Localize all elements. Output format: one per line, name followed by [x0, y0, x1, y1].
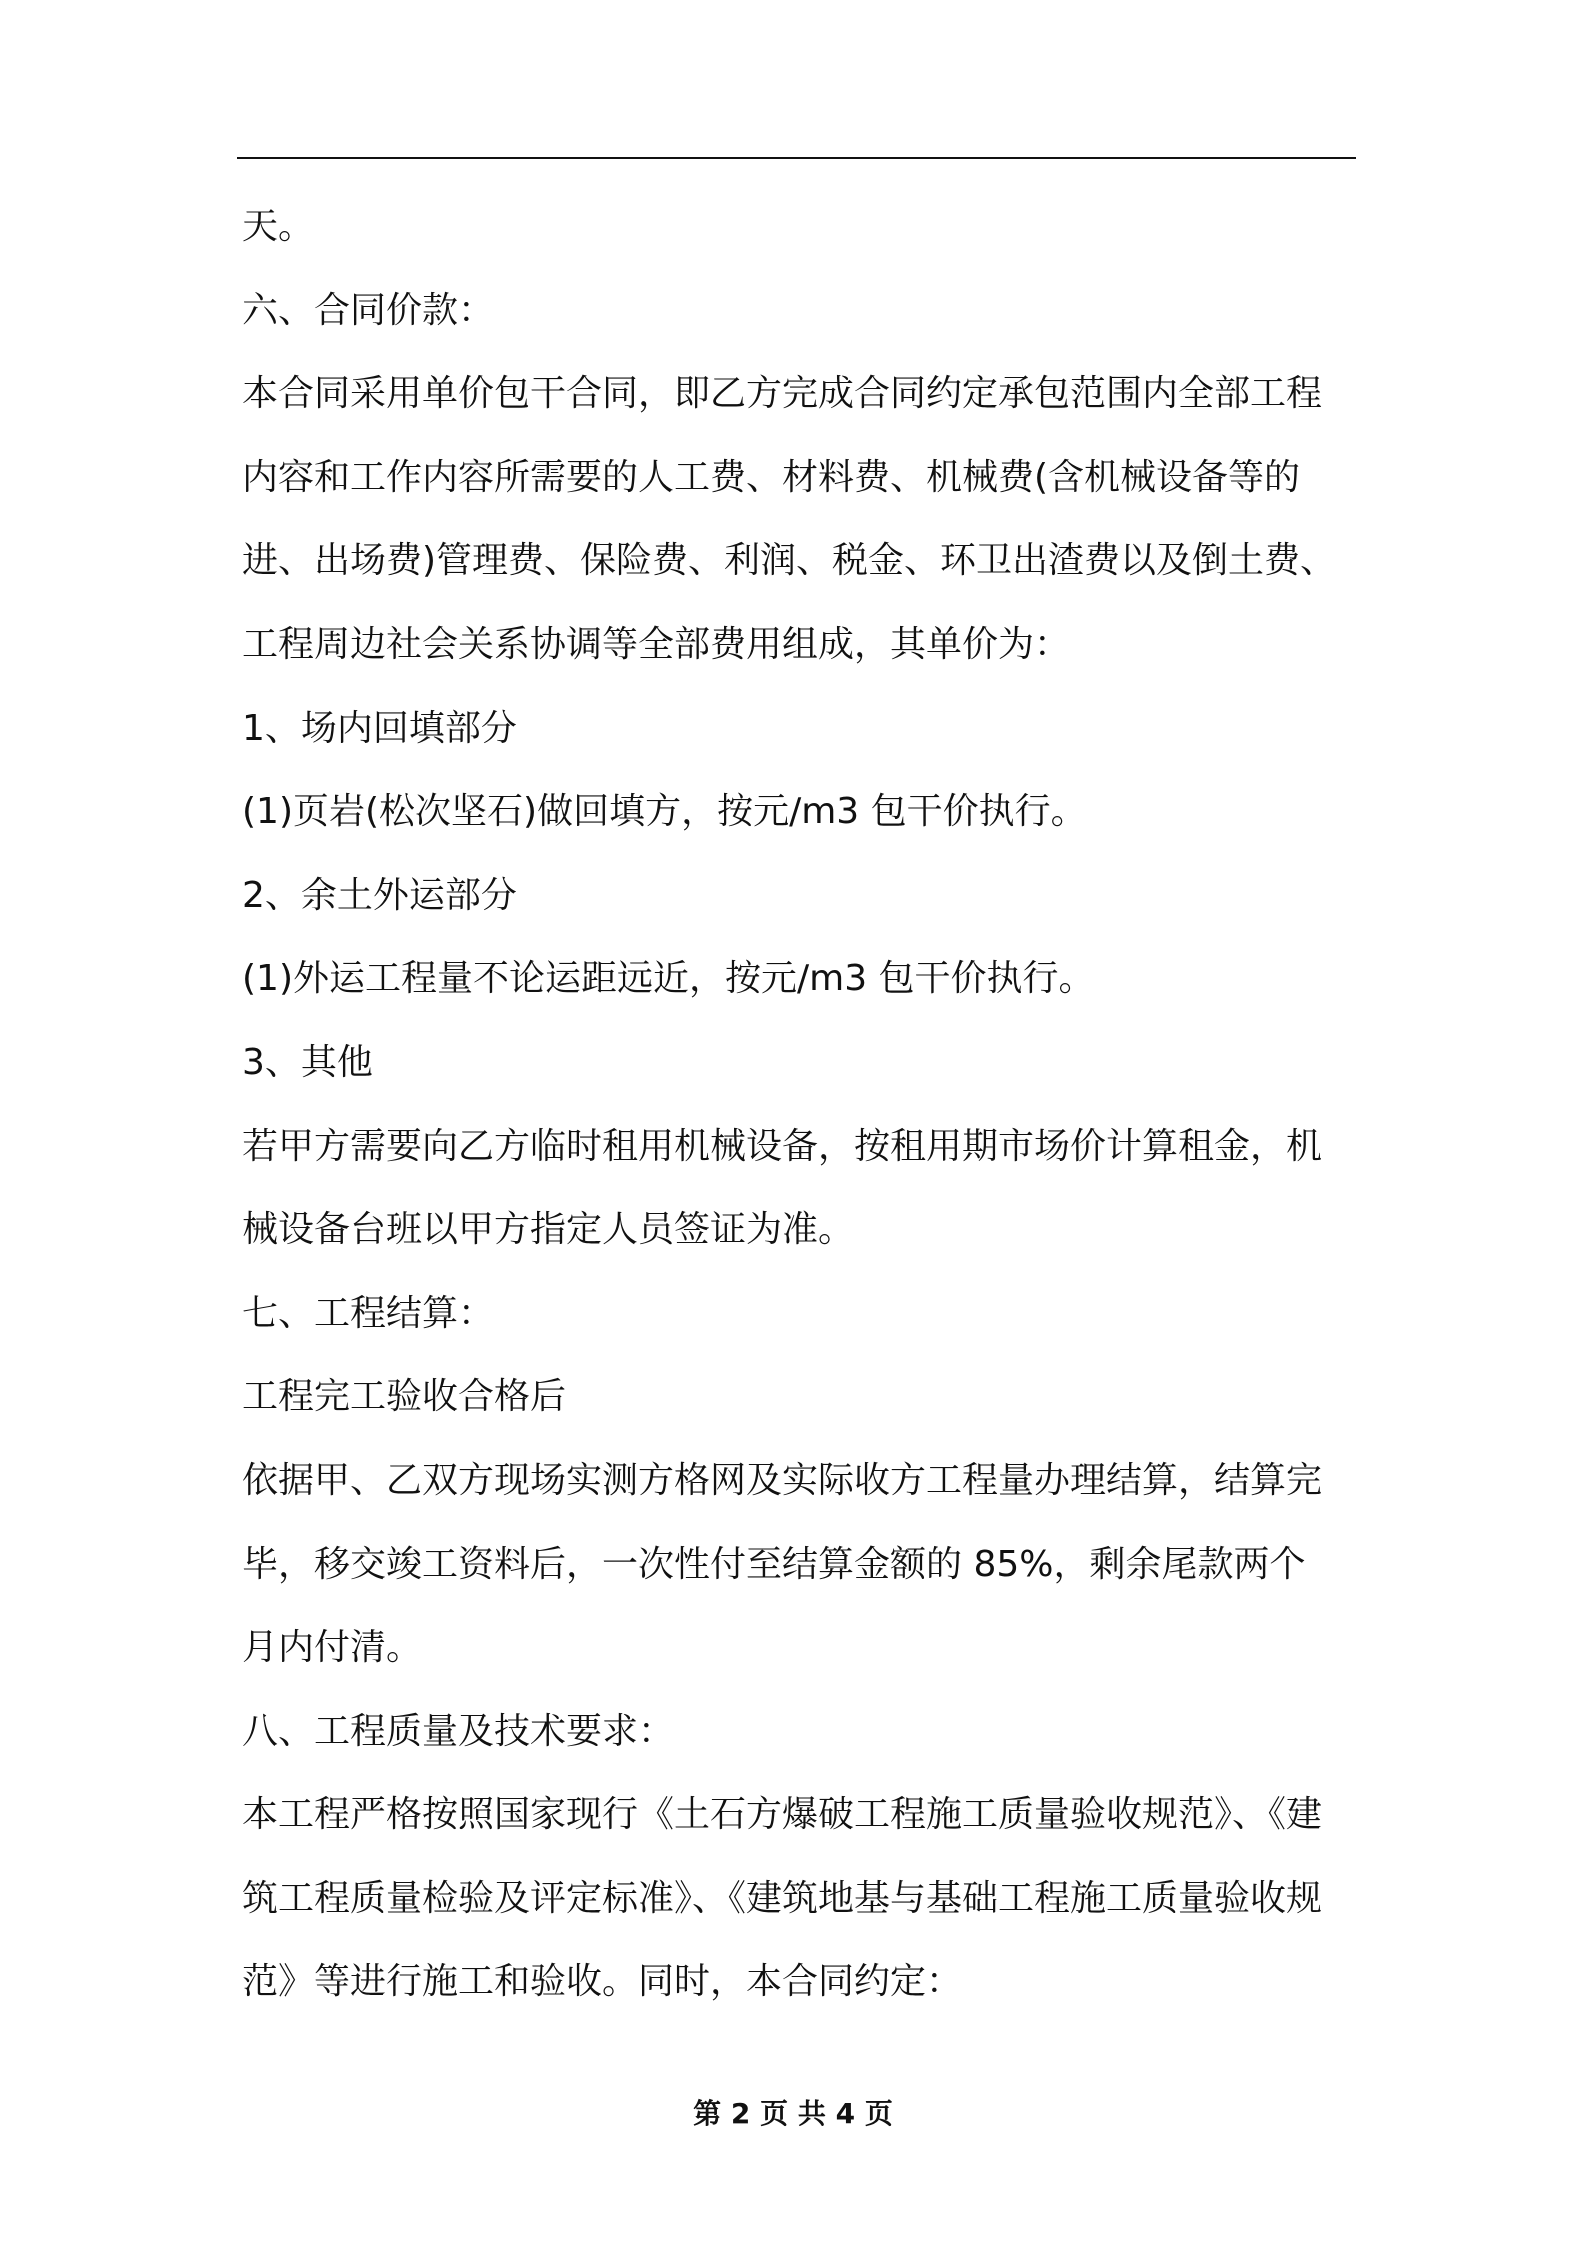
- body-line: 工程周边社会关系协调等全部费用组成，其单价为：: [242, 623, 1071, 665]
- document-body: [242, 185, 1422, 2024]
- page-number-footer: 第 2 页 共 4 页: [693, 2097, 893, 2130]
- body-line: 进、出场费)管理费、保险费、利润、税金、环卫出渣费以及倒土费、: [242, 540, 1337, 582]
- body-line: 械设备台班以甲方指定人员签证为准。: [242, 1209, 855, 1251]
- body-line-continuation: 天。: [242, 206, 315, 247]
- body-line: 本工程严格按照国家现行《土石方爆破工程施工质量验收规范》、《建: [242, 1794, 1323, 1836]
- body-line: 工程完工验收合格后: [242, 1376, 567, 1418]
- subheading-earth-transport: 2、余土外运部分: [242, 874, 517, 916]
- section-heading-settlement: 七、工程结算：: [242, 1292, 495, 1334]
- subheading-other: 3、其他: [242, 1041, 373, 1083]
- body-line: 毕，移交竣工资料后，一次性付至结算金额的 85%，剩余尾款两个: [242, 1543, 1306, 1585]
- body-line: (1)外运工程量不论运距远近，按元/m3 包干价执行。: [242, 958, 1095, 1000]
- body-line: 月内付清。: [242, 1627, 423, 1669]
- body-line: 依据甲、乙双方现场实测方格网及实际收方工程量办理结算，结算完: [242, 1459, 1323, 1501]
- section-heading-quality: 八、工程质量及技术要求：: [242, 1710, 675, 1752]
- body-line: 若甲方需要向乙方临时租用机械设备，按租用期市场价计算租金，机: [242, 1125, 1323, 1167]
- body-line: 本合同采用单价包干合同，即乙方完成合同约定承包范围内全部工程: [242, 373, 1323, 415]
- body-line: 内容和工作内容所需要的人工费、材料费、机械费(含机械设备等的: [242, 456, 1301, 498]
- header-rule: [237, 157, 1356, 159]
- body-line: 范》等进行施工和验收。同时，本合同约定：: [242, 1961, 963, 2003]
- section-heading-contract-price: 六、合同价款：: [242, 289, 495, 331]
- body-line: (1)页岩(松次坚石)做回填方，按元/m3 包干价执行。: [242, 791, 1087, 833]
- subheading-backfill: 1、场内回填部分: [242, 707, 517, 749]
- body-line: 筑工程质量检验及评定标准》、《建筑地基与基础工程施工质量验收规: [242, 1877, 1323, 1919]
